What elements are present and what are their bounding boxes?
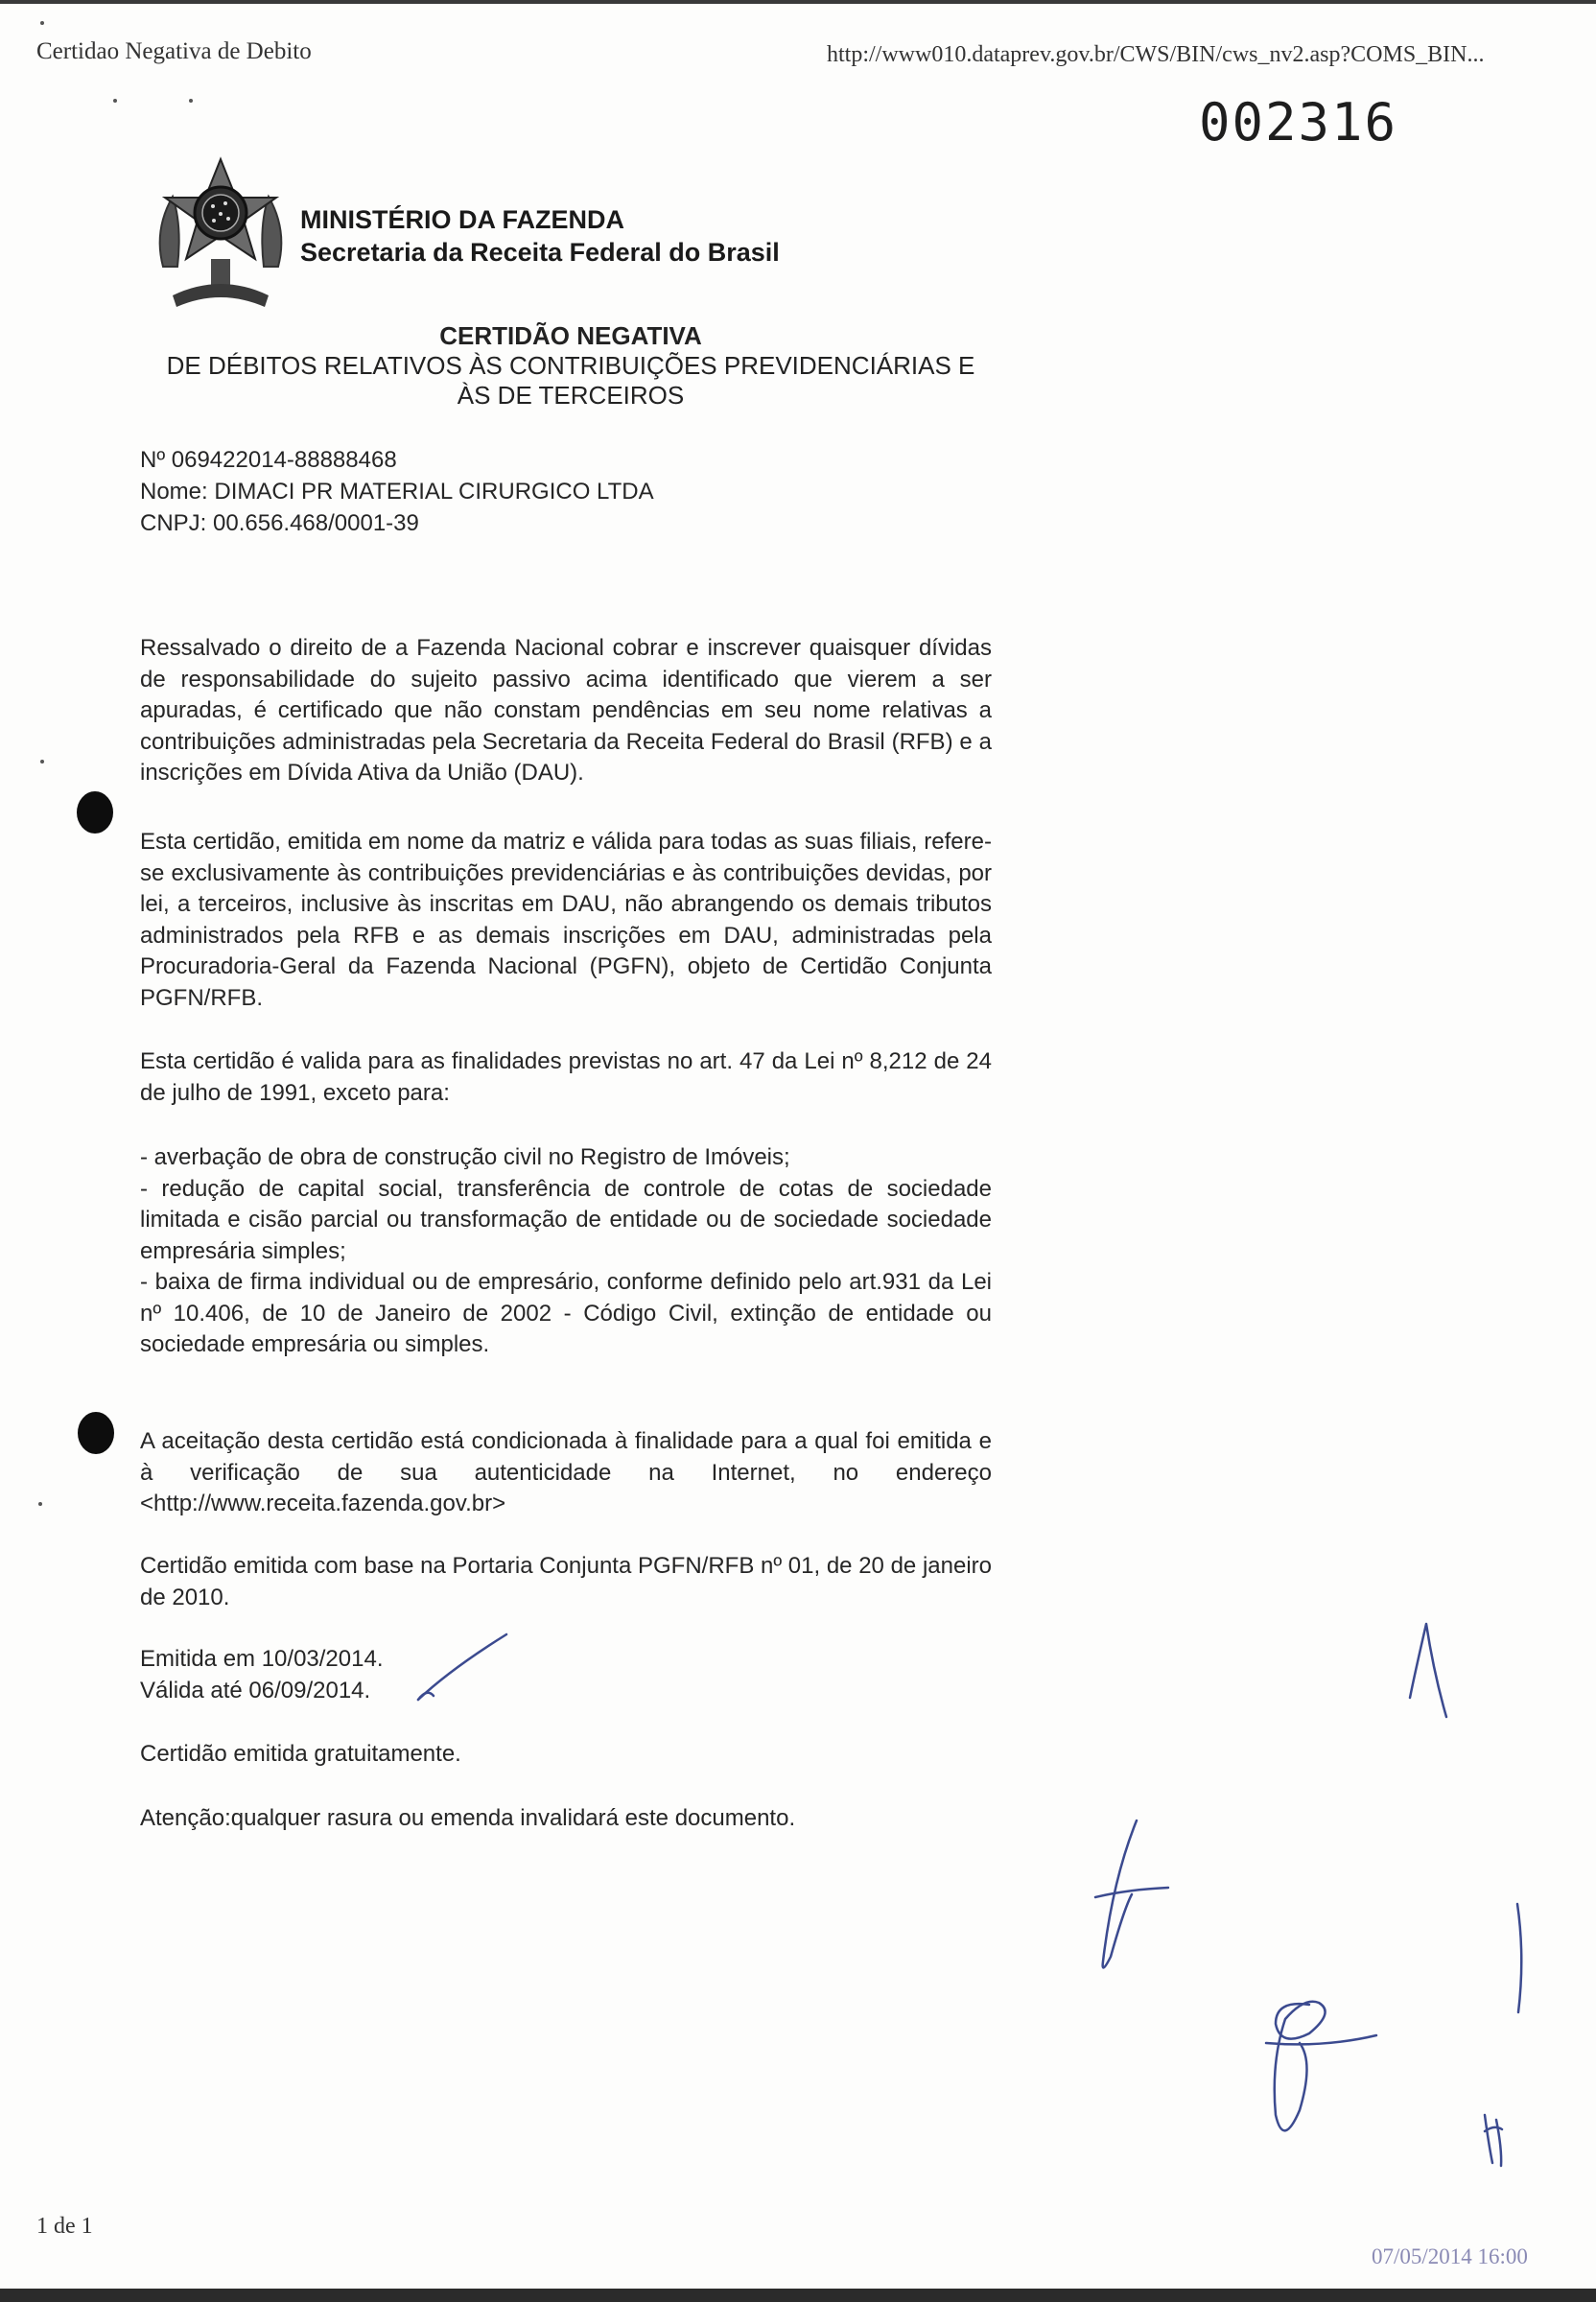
exception-item: - averbação de obra de construção civil no Registro de Imóveis; [140, 1144, 790, 1170]
scan-speck [40, 760, 44, 763]
paragraph-scope-text: Esta certidão, emitida em nome da matriz e válida para todas as suas filiais, refere-se exclusivamente às contribuições previdenciárias e às contribuições devidas, por lei, a terceiros, inclusive às inscritas em DAU, não abrangendo os demais tributos administrados pela RFB e as demais inscrições em DAU, administradas pela Procuradoria-Geral da Fazenda Nacional (PGFN), objeto de Certidão Conjunta PGFN/RFB. [140, 829, 992, 1011]
exception-item: - redução de capital social, transferência de controle de cotas de sociedade limitada e cisão parcial ou transformação de entidade ou de sociedade sociedade empresária simples; [140, 1175, 992, 1264]
vertical-stroke [1517, 1904, 1521, 2012]
paragraph-ressalvado [140, 633, 992, 789]
print-header-url: http://www010.dataprev.gov.br/CWS/BIN/cws_nv2.asp?COMS_BIN... [827, 42, 1485, 67]
paragraph-warning-text: Atenção:qualquer rasura ou emenda invalidará este documento. [140, 1805, 796, 1831]
initial-1 [1410, 1624, 1446, 1717]
footer-print-datetime: 07/05/2014 16:00 [1372, 2244, 1528, 2268]
company-name: Nome: DIMACI PR MATERIAL CIRURGICO LTDA [140, 479, 654, 505]
bottom-border [0, 2289, 1596, 2302]
scan-speck [40, 21, 44, 25]
paragraph-legal-basis [140, 1551, 992, 1613]
issue-dates [140, 1644, 992, 1706]
paragraph-legal-basis-text: Certidão emitida com base na Portaria Conjunta PGFN/RFB nº 01, de 20 de janeiro de 2010. [140, 1553, 992, 1610]
certificate-number: Nº 069422014-88888468 [140, 447, 397, 473]
stamped-page-number: 002316 [1199, 92, 1398, 153]
valid-until-date: Válida até 06/09/2014. [140, 1677, 371, 1703]
paragraph-acceptance [140, 1426, 992, 1520]
paragraph-scope [140, 827, 992, 1014]
secretariat-name: Secretaria da Receita Federal do Brasil [300, 238, 780, 267]
paragraph-free-issue [140, 1739, 992, 1771]
paragraph-acceptance-text: A aceitação desta certidão está condicionada à finalidade para a qual foi emitida e à verificação de sua autenticidade na Internet, no endereço <http://www.receita.fazenda.gov.br> [140, 1428, 992, 1516]
print-header-title: Certidao Negativa de Debito [36, 38, 312, 64]
taxpayer-identification [140, 444, 654, 539]
initial-g [1266, 2002, 1376, 2131]
footer-page-count: 1 de 1 [36, 2214, 93, 2239]
certificate-title-line1: CERTIDÃO NEGATIVA [439, 321, 702, 350]
ministry-name: MINISTÉRIO DA FAZENDA [300, 205, 625, 234]
paragraph-validity [140, 1046, 992, 1109]
initial-f [1095, 1820, 1168, 1967]
issued-date: Emitida em 10/03/2014. [140, 1646, 384, 1672]
initial-small [1485, 2115, 1502, 2166]
scan-speck [113, 99, 117, 103]
coat-of-arms-icon [153, 153, 288, 317]
top-border [0, 0, 1596, 4]
paragraph-free-issue-text: Certidão emitida gratuitamente. [140, 1741, 461, 1767]
scan-speck [38, 1502, 42, 1506]
ministry-heading [300, 203, 780, 269]
company-cnpj: CNPJ: 00.656.468/0001-39 [140, 510, 419, 536]
paragraph-ressalvado-text: Ressalvado o direito de a Fazenda Nacional cobrar e inscrever quaisquer dívidas de responsabilidade do sujeito passivo acima identificado que vierem a ser apuradas, é certificado que não constam pendências em seu nome relativas a contribuições administradas pela Secretaria da Receita Federal do Brasil (RFB) e a inscrições em Dívida Ativa da União (DAU). [140, 635, 992, 786]
certificate-title-line3: ÀS DE TERCEIROS [457, 381, 685, 410]
paragraph-warning [140, 1803, 992, 1835]
paragraph-validity-text: Esta certidão é valida para as finalidades previstas no art. 47 da Lei nº 8,212 de 24 de julho de 1991, exceto para: [140, 1048, 992, 1106]
exception-item: - baixa de firma individual ou de empresário, conforme definido pelo art.931 da Lei nº 10.406, de 10 de Janeiro de 2002 - Código Civil, extinção de entidade ou sociedade empresária ou simples. [140, 1269, 992, 1357]
punch-hole [78, 1412, 114, 1454]
certificate-title-line2: DE DÉBITOS RELATIVOS ÀS CONTRIBUIÇÕES PREVIDENCIÁRIAS E [166, 351, 975, 380]
punch-hole [77, 791, 113, 834]
scan-speck [189, 99, 193, 103]
exceptions-list [140, 1142, 992, 1361]
certificate-title [125, 321, 1017, 411]
